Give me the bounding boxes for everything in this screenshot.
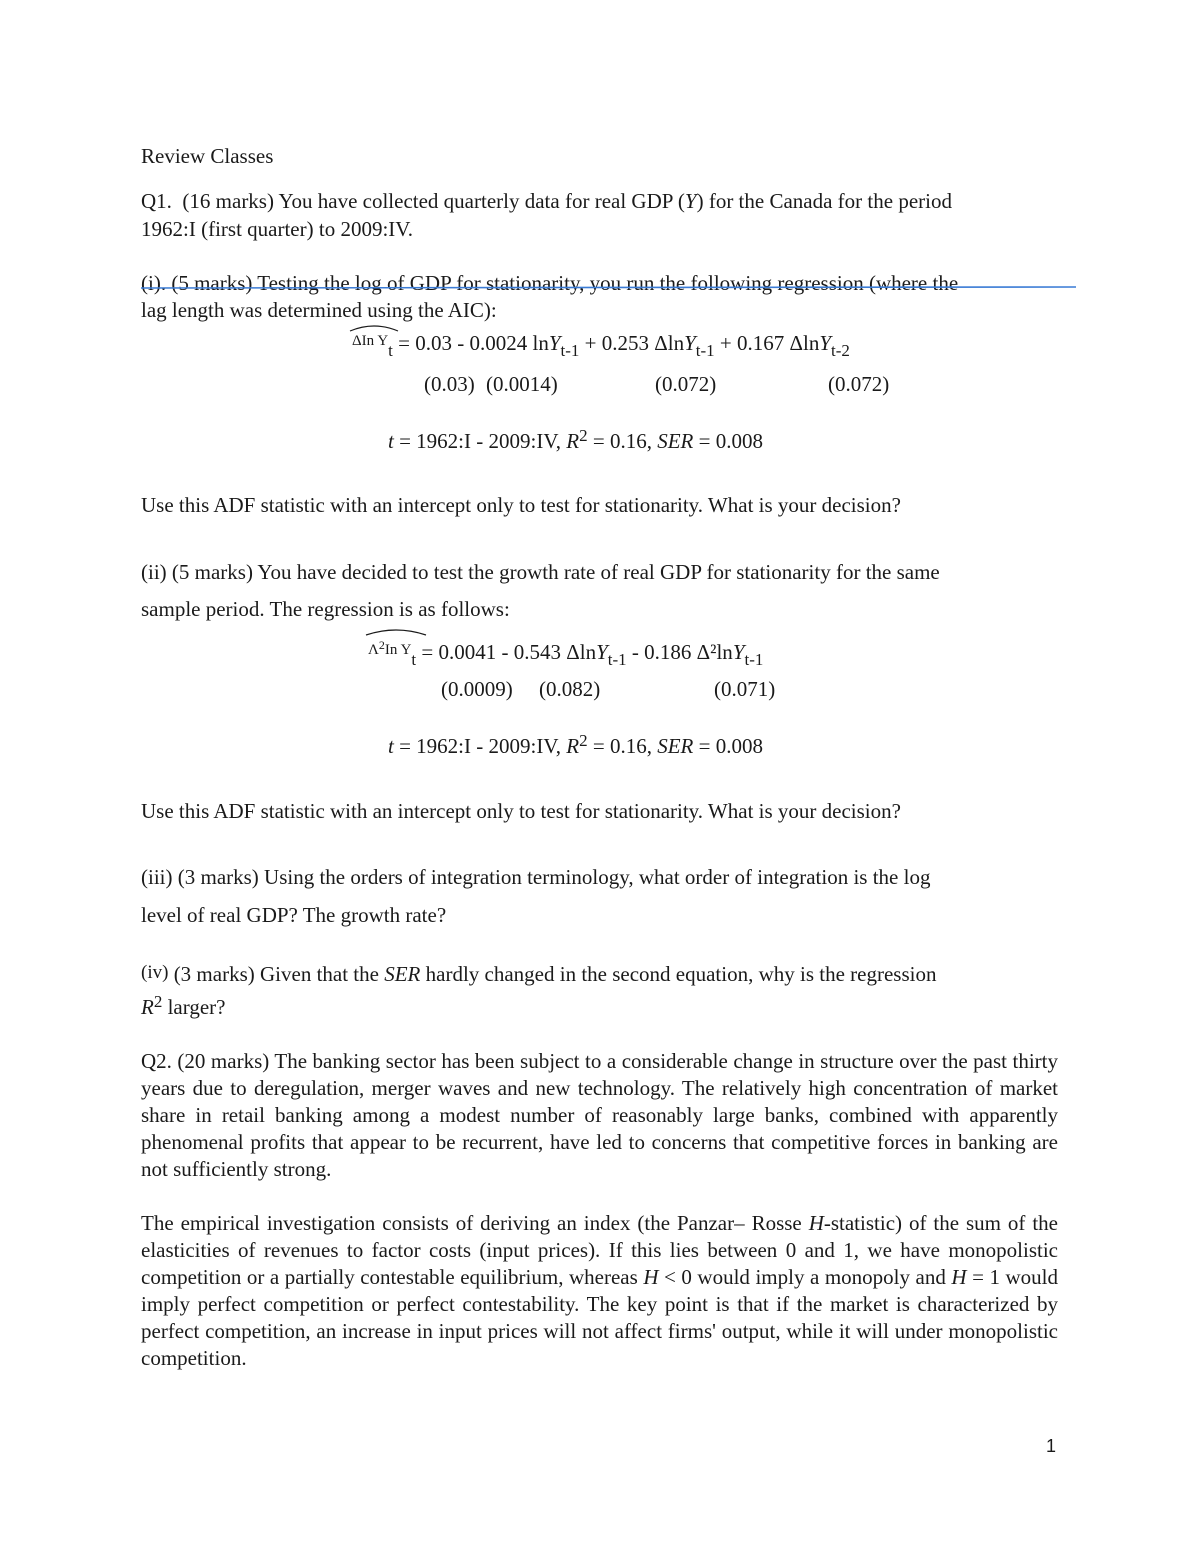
equation-1: ΔIn $Y_t = 0.03 - 0.0024$ lnY$_{t-1}$ + 0.253 ΔlnY$_{t-1}$ + 0.167 ΔlnY$_{t-2}$: [352, 330, 850, 357]
equation-2: $\Lambda^2In$ $Y_t = 0.0041 - 0.543$ ΔlnY$_{t-1}$ - 0.186 Δ²lnY$_{t-1}$: [368, 634, 763, 666]
equation-1-lhs: ΔIn Y: [352, 330, 388, 350]
q1-i-line-2: lag length was determined using the AIC):: [141, 298, 497, 322]
document-title: Review Classes: [141, 144, 274, 168]
eq1-se-2: (0.0014): [486, 372, 558, 396]
eq2-se-1: (0.0009): [441, 677, 513, 701]
eq1-stats: t = 1962:I - 2009:IV, $R^2 = 0.16$, SER = 0.008: [388, 426, 763, 453]
q1-iii-line-2: level of real GDP? The growth rate?: [141, 903, 447, 927]
spellcheck-underline: [141, 284, 1081, 292]
q2-paragraph-2: The empirical investigation consists of deriving an index (the Panzar– Rosse H-statistic) of the sum of the elasticities of revenues to factor costs (input prices). If this lies between 0 and 1, we have monopolistic competition or a partially contestable equilibrium, whereas H < 0 would imply a monopoly and H = 1 would imply perfect competition or perfect contestability. The key point is that if the market is characterized by perfect competition, an increase in input prices will not affect firms' output, while it will under monopolistic competition.: [141, 1211, 1059, 1370]
q1-iii-line-1: (iii) (3 marks) Using the orders of integration terminology, what order of integration is the log: [141, 865, 931, 889]
q1-i-question: Use this ADF statistic with an intercept only to test for stationarity. What is your decision?: [141, 493, 901, 517]
equation-2-lhs: $\Lambda^2In$ Y: [368, 634, 411, 659]
eq2-se-2: (0.082): [539, 677, 601, 701]
eq1-se-4: (0.072): [828, 372, 890, 396]
q1-iv-line-2: $R^2$ larger?: [141, 992, 226, 1019]
q1-ii-question: Use this ADF statistic with an intercept only to test for stationarity. What is your decision?: [141, 799, 901, 823]
q1-iv-line-1: (iv) (3 marks) Given that the SER hardly changed in the second equation, why is the regression: [141, 962, 937, 986]
eq1-se-1: (0.03): [424, 372, 475, 396]
q1-intro-line-1: Q1. (16 marks) You have collected quarterly data for real GDP (Y) for the Canada for the period: [141, 189, 952, 213]
eq1-se-3: (0.072): [655, 372, 717, 396]
q2-paragraph-1: Q2. (20 marks) The banking sector has been subject to a considerable change in structure over the past thirty years due to deregulation, merger waves and new technology. The relatively high concentration of market share in retail banking among a modest number of reasonably large banks, combined with apparently phenomenal profits that appear to be recurrent, have led to concerns that competitive forces in banking are not sufficiently strong.: [141, 1049, 1058, 1181]
eq2-se-3: (0.071): [714, 677, 776, 701]
page-number: 1: [1046, 1436, 1057, 1456]
eq2-stats: t = 1962:I - 2009:IV, $R^2 = 0.16$, SER = 0.008: [388, 731, 763, 758]
q1-ii-line-2: sample period. The regression is as follows:: [141, 597, 510, 621]
q1-intro-line-2: 1962:I (first quarter) to 2009:IV.: [141, 217, 413, 241]
q1-i-line-1: (i). (5 marks) Testing the log of GDP for stationarity, you run the following regression (where the: [141, 271, 959, 295]
q1-ii-line-1: (ii) (5 marks) You have decided to test the growth rate of real GDP for stationarity for the same: [141, 560, 940, 584]
